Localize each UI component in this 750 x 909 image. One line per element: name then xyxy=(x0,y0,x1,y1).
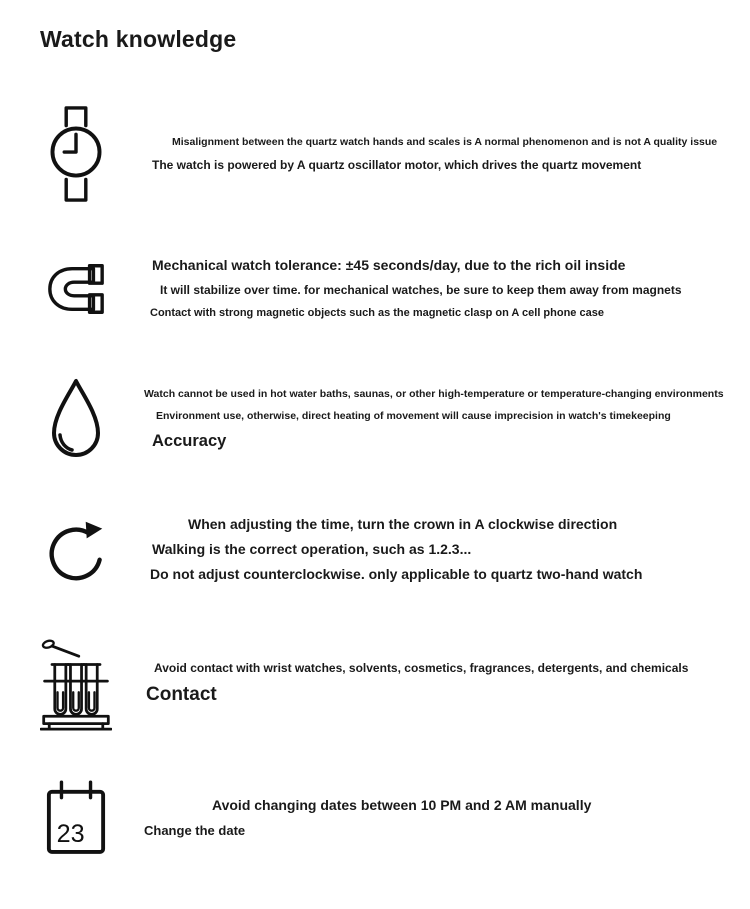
icon-box xyxy=(40,779,112,857)
section-quartz-movement xyxy=(40,105,732,203)
section-line: Misalignment between the quartz watch hands and scales is A normal phenomenon and is not A quality issue xyxy=(172,136,718,148)
section-line: Avoid changing dates between 10 PM and 2 AM manually xyxy=(212,797,592,813)
section-line: Avoid contact with wrist watches, solvents, cosmetics, fragrances, detergents, and chemicals xyxy=(154,661,689,675)
section-line: The watch is powered by A quartz oscillator motor, which drives the quartz movement xyxy=(152,158,642,172)
section-text xyxy=(144,512,732,587)
section-line: Walking is the correct operation, such as 1.2.3... xyxy=(152,541,472,557)
section-text xyxy=(144,656,732,710)
section-temperature-accuracy xyxy=(40,374,732,464)
wristwatch-icon xyxy=(46,105,106,203)
water-drop-icon xyxy=(47,374,105,464)
section-chemicals-contact xyxy=(40,632,732,734)
section-line: When adjusting the time, turn the crown in A clockwise direction xyxy=(188,516,618,532)
section-time-adjustment xyxy=(40,512,732,587)
section-line: Environment use, otherwise, direct heating of movement will cause imprecision in watch's timekeeping xyxy=(156,410,671,422)
icon-box xyxy=(40,515,112,585)
section-text xyxy=(144,131,732,177)
page-title: Watch knowledge xyxy=(40,26,237,52)
icon-box xyxy=(40,374,112,464)
section-text xyxy=(144,383,732,455)
icon-box xyxy=(40,262,112,316)
icon-box xyxy=(40,632,112,734)
section-line: Contact with strong magnetic objects such as the magnetic clasp on A cell phone case xyxy=(150,307,604,319)
section-magnetism xyxy=(40,253,732,324)
section-line: Do not adjust counterclockwise. only applicable to quartz two-hand watch xyxy=(150,566,643,582)
calendar-icon xyxy=(45,779,107,857)
section-heading-accuracy: Accuracy xyxy=(152,432,227,450)
section-text xyxy=(144,793,732,843)
section-line: Change the date xyxy=(144,823,246,838)
section-line: It will stabilize over time. for mechanical watches, be sure to keep them away from magnets xyxy=(160,283,682,297)
icon-box xyxy=(40,105,112,203)
calendar-day-number: 23 xyxy=(56,820,85,849)
section-line: Watch cannot be used in hot water baths, saunas, or other high-temperature or temperature-changing environments xyxy=(144,388,724,400)
test-tubes-icon xyxy=(40,632,112,734)
magnet-icon xyxy=(45,262,107,316)
section-text xyxy=(144,253,732,324)
section-line: Mechanical watch tolerance: ±45 seconds/day, due to the rich oil inside xyxy=(152,257,626,273)
section-date-change xyxy=(40,779,732,857)
section-heading-contact: Contact xyxy=(146,684,217,705)
clockwise-arrow-icon xyxy=(41,515,111,585)
